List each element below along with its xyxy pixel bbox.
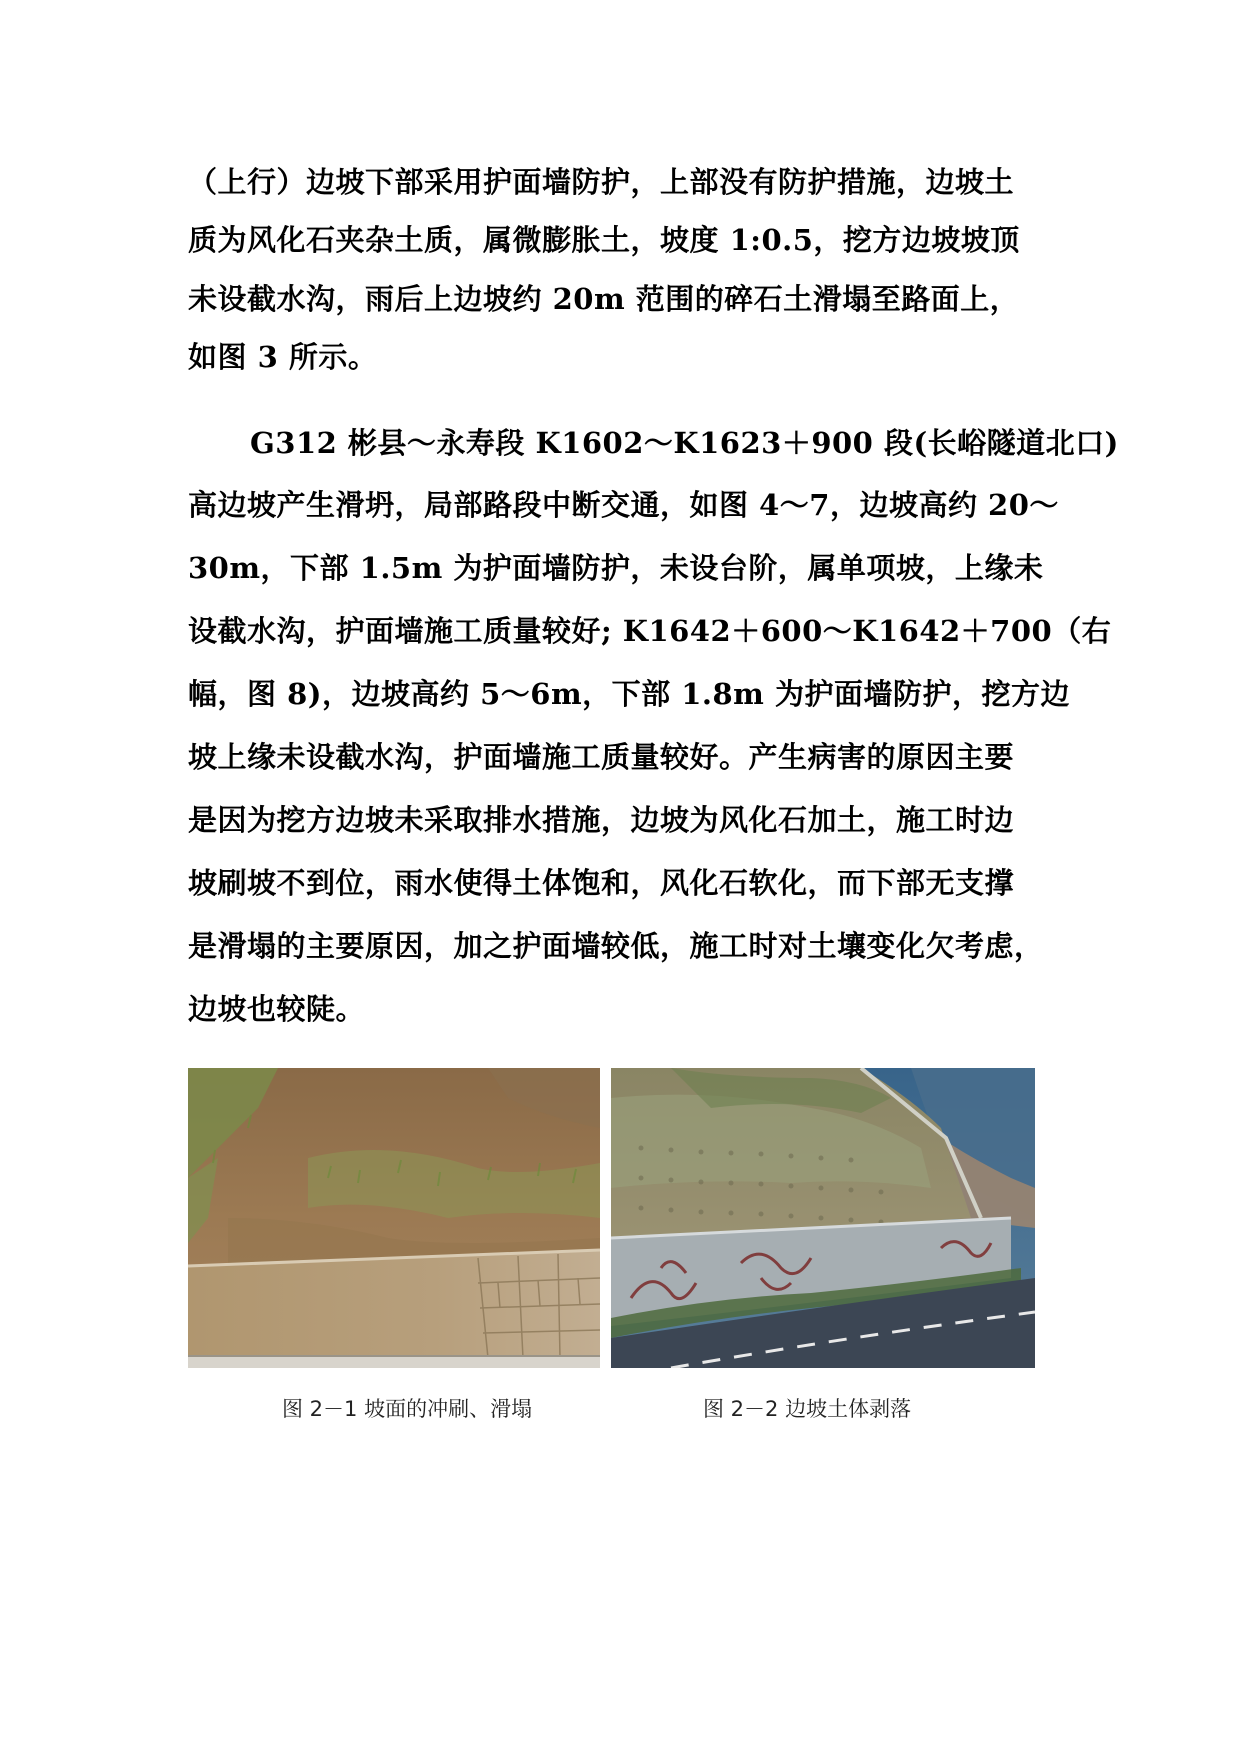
figure-caption-2: 图 2－2 边坡土体剥落: [703, 1397, 912, 1421]
text-line: （上行）边坡下部采用护面墙防护，上部没有防护措施，边坡土: [188, 165, 1015, 199]
text-line: 边坡也较陡。: [188, 992, 366, 1026]
text-line: 是滑塌的主要原因，加之护面墙较低，施工时对土壤变化欠考虑，: [188, 929, 1044, 963]
figure-caption-1: 图 2－1 坡面的冲刷、滑塌: [282, 1397, 533, 1421]
text-line: 幅，图 8)，边坡高约 5～6m，下部 1.8m 为护面墙防护，挖方边: [188, 677, 1070, 711]
text-line: 30m，下部 1.5m 为护面墙防护，未设台阶，属单项坡，上缘未: [188, 551, 1044, 585]
photo-slope-soil-peeling: [611, 1068, 1035, 1368]
text-line: 如图 3 所示。: [188, 340, 378, 374]
text-line: 坡上缘未设截水沟，护面墙施工质量较好。产生病害的原因主要: [188, 740, 1015, 774]
text-line: 质为风化石夹杂土质，属微膨胀土，坡度 1:0.5，挖方边坡坡顶: [188, 223, 1020, 257]
text-line: 未设截水沟，雨后上边坡约 20m 范围的碎石土滑塌至路面上，: [188, 282, 1020, 316]
text-line: G312 彬县～永寿段 K1602～K1623＋900 段(长峪隧道北口): [250, 426, 1119, 460]
text-line: 是因为挖方边坡未采取排水措施，边坡为风化石加土，施工时边: [188, 803, 1015, 837]
text-line: 设截水沟，护面墙施工质量较好; K1642＋600～K1642＋700（右: [188, 614, 1112, 648]
photo-slope-erosion: [188, 1068, 600, 1368]
text-line: 高边坡产生滑坍，局部路段中断交通，如图 4～7，边坡高约 20～: [188, 488, 1059, 522]
text-line: 坡刷坡不到位，雨水使得土体饱和，风化石软化，而下部无支撑: [188, 866, 1015, 900]
